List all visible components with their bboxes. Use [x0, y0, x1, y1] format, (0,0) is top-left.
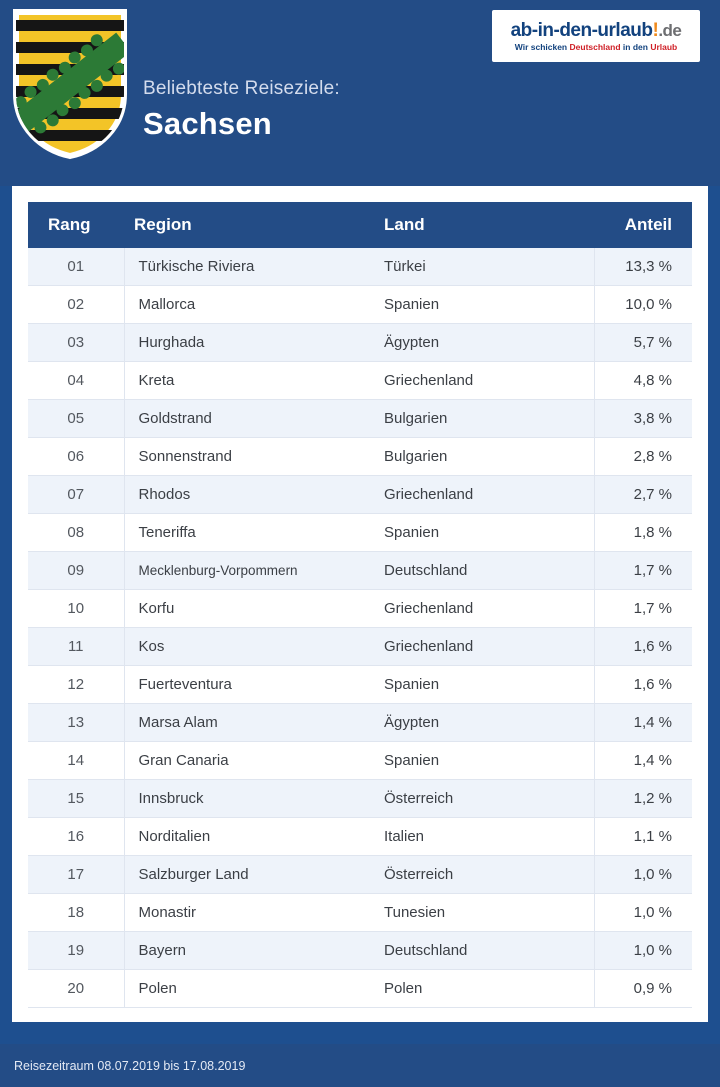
logo-word-main: ab-in-den-urlaub — [510, 19, 653, 41]
cell-region: Fuerteventura — [124, 666, 374, 704]
logo-wordmark — [511, 21, 682, 40]
cell-land: Bulgarien — [374, 438, 594, 476]
cell-region: Türkische Riviera — [124, 248, 374, 286]
cell-anteil: 1,7 % — [594, 552, 692, 590]
cell-land: Ägypten — [374, 324, 594, 362]
table-row — [28, 894, 692, 932]
cell-region: Goldstrand — [124, 400, 374, 438]
cell-region: Innsbruck — [124, 780, 374, 818]
cell-anteil: 4,8 % — [594, 362, 692, 400]
cell-land: Ägypten — [374, 704, 594, 742]
cell-land: Deutschland — [374, 552, 594, 590]
cell-anteil: 1,7 % — [594, 590, 692, 628]
table-row — [28, 476, 692, 514]
cell-rang: 04 — [28, 362, 124, 400]
table-row — [28, 514, 692, 552]
logo-slogan-part-3: in den — [622, 41, 648, 52]
table-header-row — [28, 202, 692, 248]
cell-anteil: 1,0 % — [594, 932, 692, 970]
cell-anteil: 0,9 % — [594, 970, 692, 1008]
table-row — [28, 552, 692, 590]
cell-land: Österreich — [374, 780, 594, 818]
cell-anteil: 2,8 % — [594, 438, 692, 476]
cell-anteil: 1,6 % — [594, 628, 692, 666]
table-row — [28, 362, 692, 400]
table-row — [28, 742, 692, 780]
cell-land: Spanien — [374, 666, 594, 704]
cell-rang: 03 — [28, 324, 124, 362]
cell-land: Deutschland — [374, 932, 594, 970]
cell-anteil: 1,8 % — [594, 514, 692, 552]
cell-land: Spanien — [374, 742, 594, 780]
cell-rang: 01 — [28, 248, 124, 286]
cell-region: Monastir — [124, 894, 374, 932]
table-row — [28, 666, 692, 704]
cell-region: Salzburger Land — [124, 856, 374, 894]
table-row — [28, 932, 692, 970]
table-header — [28, 202, 692, 248]
ab-in-den-urlaub-logo[interactable] — [492, 10, 700, 62]
cell-region: Mallorca — [124, 286, 374, 324]
cell-land: Spanien — [374, 514, 594, 552]
table-row — [28, 780, 692, 818]
cell-region: Kos — [124, 628, 374, 666]
table-row — [28, 590, 692, 628]
column-header-anteil: Anteil — [594, 202, 692, 248]
cell-region: Norditalien — [124, 818, 374, 856]
cell-region: Kreta — [124, 362, 374, 400]
page-title: Sachsen — [143, 106, 272, 141]
cell-anteil: 1,4 % — [594, 742, 692, 780]
cell-region: Hurghada — [124, 324, 374, 362]
cell-anteil: 5,7 % — [594, 324, 692, 362]
logo-exclamation: ! — [652, 19, 659, 41]
cell-rang: 15 — [28, 780, 124, 818]
cell-anteil: 1,6 % — [594, 666, 692, 704]
table-row — [28, 818, 692, 856]
logo-slogan-part-4: Urlaub — [650, 41, 678, 52]
cell-anteil: 10,0 % — [594, 286, 692, 324]
table-row — [28, 704, 692, 742]
cell-region: Mecklenburg-Vorpommern — [124, 552, 374, 590]
table-row — [28, 628, 692, 666]
header-text-block — [143, 78, 340, 142]
table-row — [28, 324, 692, 362]
cell-rang: 08 — [28, 514, 124, 552]
cell-land: Bulgarien — [374, 400, 594, 438]
cell-anteil: 1,4 % — [594, 704, 692, 742]
cell-region: Rhodos — [124, 476, 374, 514]
table-row — [28, 970, 692, 1008]
travel-period-note: Reisezeitraum 08.07.2019 bis 17.08.2019 — [14, 1058, 246, 1073]
cell-anteil: 1,0 % — [594, 894, 692, 932]
cell-anteil: 2,7 % — [594, 476, 692, 514]
page-header — [0, 0, 720, 186]
cell-rang: 02 — [28, 286, 124, 324]
cell-rang: 05 — [28, 400, 124, 438]
page-footer — [0, 1044, 720, 1087]
cell-land: Griechenland — [374, 628, 594, 666]
cell-anteil: 13,3 % — [594, 248, 692, 286]
cell-region: Teneriffa — [124, 514, 374, 552]
logo-slogan — [515, 43, 677, 52]
cell-rang: 06 — [28, 438, 124, 476]
logo-slogan-part-2: Deutschland — [569, 41, 621, 52]
cell-rang: 09 — [28, 552, 124, 590]
cell-land: Türkei — [374, 248, 594, 286]
table-body — [28, 248, 692, 1008]
cell-rang: 19 — [28, 932, 124, 970]
cell-land: Italien — [374, 818, 594, 856]
cell-rang: 18 — [28, 894, 124, 932]
cell-region: Marsa Alam — [124, 704, 374, 742]
cell-rang: 20 — [28, 970, 124, 1008]
cell-rang: 13 — [28, 704, 124, 742]
cell-anteil: 1,0 % — [594, 856, 692, 894]
logo-tld: .de — [658, 20, 682, 40]
cell-land: Tunesien — [374, 894, 594, 932]
cell-rang: 14 — [28, 742, 124, 780]
table-row — [28, 438, 692, 476]
cell-land: Griechenland — [374, 362, 594, 400]
page-subtitle: Beliebteste Reiseziele: — [143, 78, 340, 99]
table-row — [28, 856, 692, 894]
cell-rang: 16 — [28, 818, 124, 856]
column-header-land: Land — [374, 202, 594, 248]
table-row — [28, 248, 692, 286]
cell-rang: 17 — [28, 856, 124, 894]
cell-anteil: 3,8 % — [594, 400, 692, 438]
logo-slogan-part-1: Wir schicken — [514, 41, 568, 52]
cell-land: Spanien — [374, 286, 594, 324]
cell-rang: 10 — [28, 590, 124, 628]
sachsen-wappen-icon — [12, 8, 128, 160]
column-header-region: Region — [124, 202, 374, 248]
cell-rang: 11 — [28, 628, 124, 666]
cell-land: Griechenland — [374, 476, 594, 514]
cell-anteil: 1,1 % — [594, 818, 692, 856]
cell-region: Gran Canaria — [124, 742, 374, 780]
cell-region: Sonnenstrand — [124, 438, 374, 476]
ranking-card — [12, 186, 708, 1022]
column-header-rang: Rang — [28, 202, 124, 248]
cell-rang: 12 — [28, 666, 124, 704]
cell-land: Österreich — [374, 856, 594, 894]
table-row — [28, 286, 692, 324]
table-row — [28, 400, 692, 438]
ranking-table — [28, 202, 692, 1008]
cell-rang: 07 — [28, 476, 124, 514]
cell-anteil: 1,2 % — [594, 780, 692, 818]
cell-land: Griechenland — [374, 590, 594, 628]
cell-land: Polen — [374, 970, 594, 1008]
cell-region: Korfu — [124, 590, 374, 628]
cell-region: Bayern — [124, 932, 374, 970]
cell-region: Polen — [124, 970, 374, 1008]
